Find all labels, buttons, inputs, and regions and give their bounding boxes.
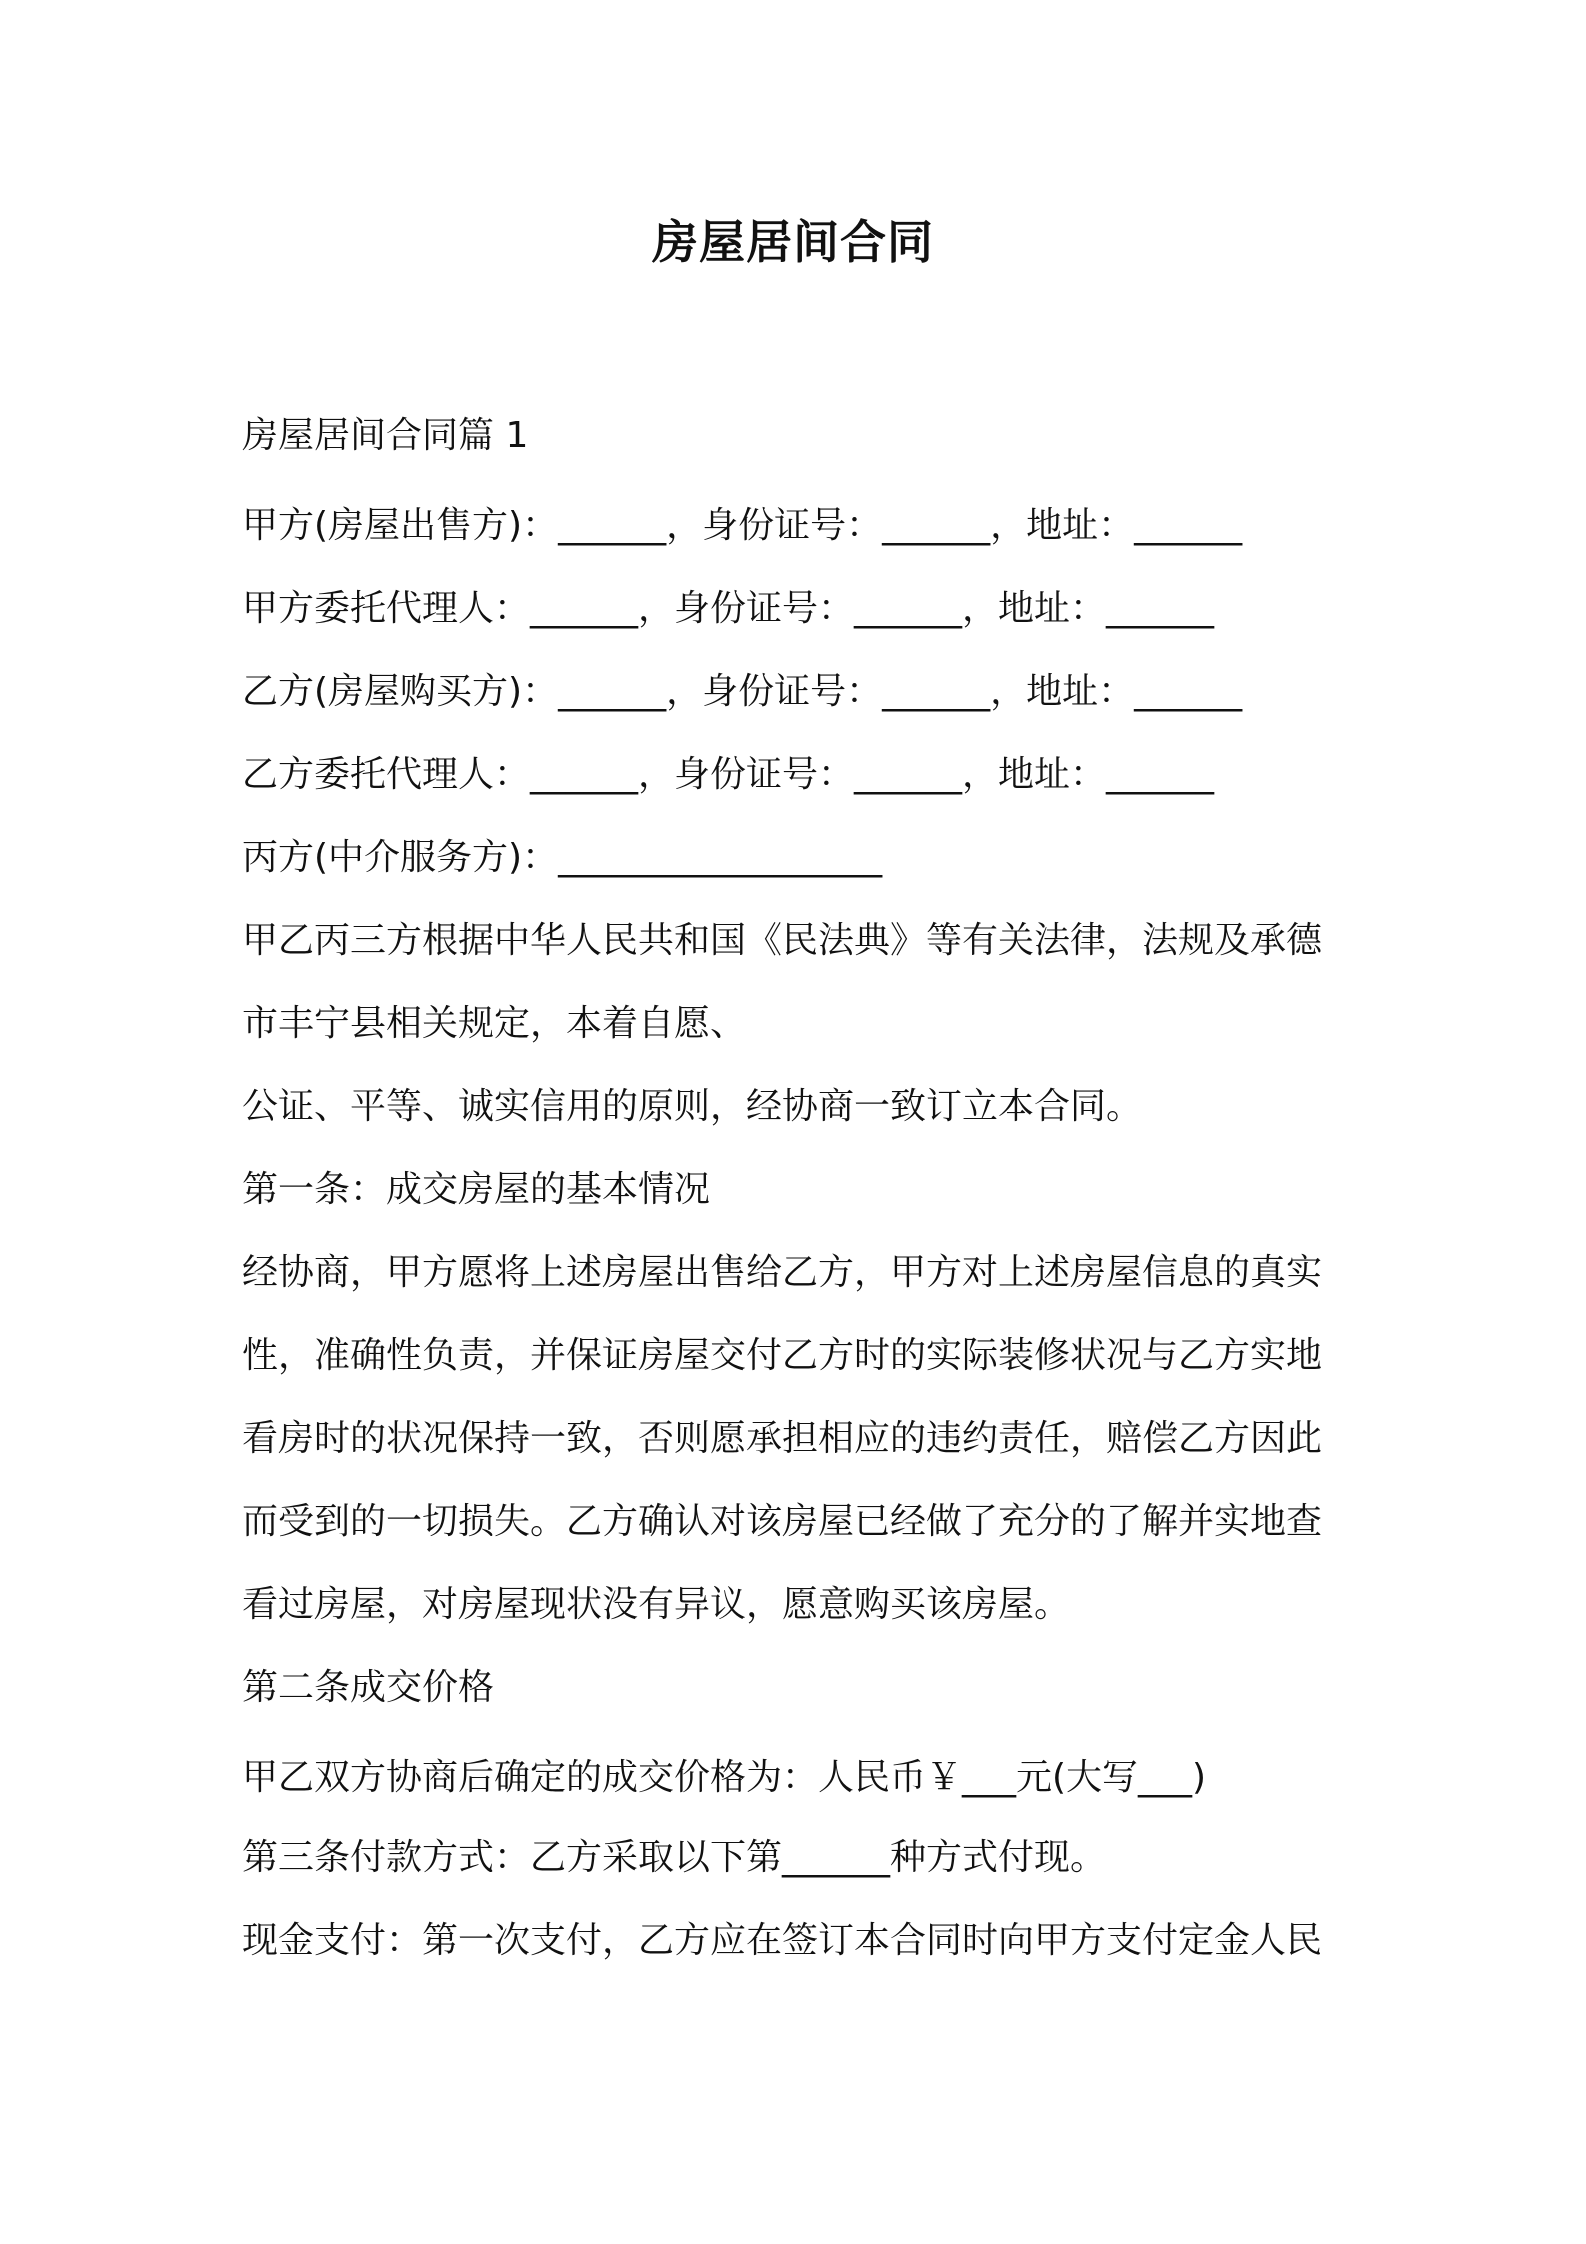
section-heading-part-1: 房屋居间合同篇 1	[242, 415, 529, 456]
article-1-paragraph-line: 看过房屋，对房屋现状没有异议，愿意购买该房屋。	[242, 1584, 1071, 1625]
preamble-paragraph-line: 公证、平等、诚实信用的原则，经协商一致订立本合同。	[242, 1086, 1143, 1127]
party-b-agent-line: 乙方委托代理人：______，身份证号：______，地址：______	[242, 754, 1215, 795]
article-1-paragraph-line: 而受到的一切损失。乙方确认对该房屋已经做了充分的了解并实地查	[242, 1501, 1323, 1542]
article-1-paragraph-line: 看房时的状况保持一致，否则愿承担相应的违约责任，赔偿乙方因此	[242, 1418, 1323, 1459]
document-title: 房屋居间合同	[652, 215, 934, 269]
party-c-intermediary-line: 丙方(中介服务方)：__________________	[242, 837, 883, 878]
party-a-seller-line: 甲方(房屋出售方)：______，身份证号：______，地址：______	[242, 505, 1243, 546]
cash-payment-line: 现金支付：第一次支付，乙方应在签订本合同时向甲方支付定金人民	[242, 1920, 1323, 1961]
article-1-heading: 第一条：成交房屋的基本情况	[242, 1169, 711, 1210]
preamble-paragraph-line: 甲乙丙三方根据中华人民共和国《民法典》等有关法律，法规及承德	[242, 920, 1323, 961]
article-1-paragraph-line: 经协商，甲方愿将上述房屋出售给乙方，甲方对上述房屋信息的真实	[242, 1252, 1323, 1293]
article-1-paragraph-line: 性，准确性负责，并保证房屋交付乙方时的实际装修状况与乙方实地	[242, 1335, 1323, 1376]
article-3-payment-line: 第三条付款方式：乙方采取以下第______种方式付现。	[242, 1837, 1107, 1878]
party-b-buyer-line: 乙方(房屋购买方)：______，身份证号：______，地址：______	[242, 671, 1243, 712]
preamble-paragraph-line: 市丰宁县相关规定，本着自愿、	[242, 1003, 747, 1044]
party-a-agent-line: 甲方委托代理人：______，身份证号：______，地址：______	[242, 588, 1215, 629]
article-2-price-line: 甲乙双方协商后确定的成交价格为：人民币￥___元(大写___)	[242, 1757, 1207, 1798]
article-2-heading: 第二条成交价格	[242, 1667, 495, 1708]
